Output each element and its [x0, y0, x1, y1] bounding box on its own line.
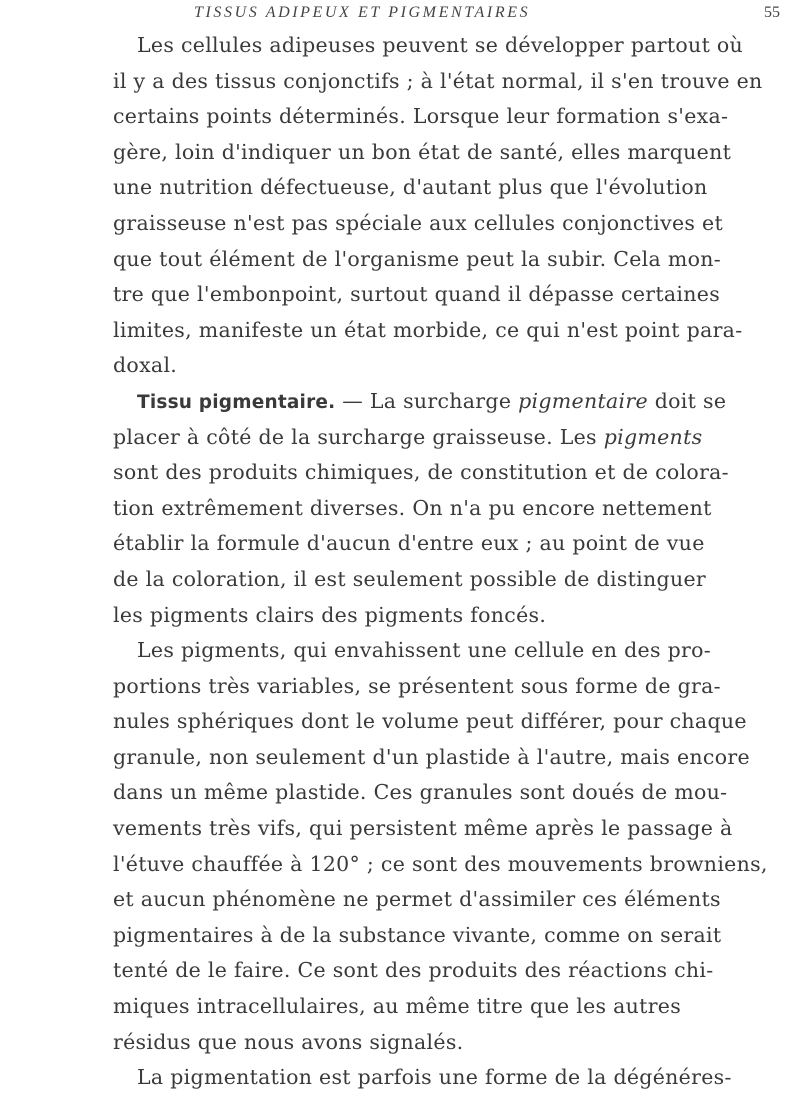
- text-line: que tout élément de l'organisme peut la subir. Cela mon-: [113, 246, 721, 271]
- text-line: doxal.: [113, 353, 178, 378]
- text-line: nules sphériques dont le volume peut différer, pour chaque: [113, 709, 747, 734]
- text-line: établir la formule d'aucun d'entre eux ; au point de vue: [113, 531, 705, 556]
- text-line: et aucun phénomène ne permet d'assimiler ces éléments: [113, 887, 721, 912]
- italic-term: pigmentaire: [518, 388, 648, 413]
- text-run: placer à côté de la surcharge graisseuse. Les: [113, 424, 604, 449]
- text-line: tenté de le faire. Ce sont des produits des réactions chi-: [113, 958, 714, 983]
- text-line: sont des produits chimiques, de constitution et de colora-: [113, 460, 729, 485]
- text-line: [113, 420, 703, 456]
- text-line: vements très vifs, qui persistent même après le passage à: [113, 816, 733, 841]
- text-run: doit se: [647, 388, 727, 413]
- text-line: portions très variables, se présentent sous forme de gra-: [113, 673, 721, 698]
- section-heading: Tissu pigmentaire.: [137, 391, 336, 413]
- text-line: une nutrition défectueuse, d'autant plus que l'évolution: [113, 175, 708, 200]
- text-line: [113, 384, 727, 420]
- running-title: TISSUS ADIPEUX ET PIGMENTAIRES: [194, 4, 531, 21]
- text-line: tion extrêmement diverses. On n'a pu encore nettement: [113, 495, 712, 520]
- text-line: l'étuve chauffée à 120° ; ce sont des mouvements browniens,: [113, 851, 768, 876]
- body-text: [113, 28, 768, 1096]
- text-line: miques intracellulaires, au même titre que les autres: [113, 994, 682, 1019]
- text-line: de la coloration, il est seulement possible de distinguer: [113, 566, 707, 591]
- page-number: 55: [764, 4, 780, 21]
- text-line: résidus que nous avons signalés.: [113, 1029, 464, 1054]
- text-line: les pigments clairs des pigments foncés.: [113, 602, 547, 627]
- text-run: — La surcharge: [335, 388, 519, 413]
- running-header: [102, 4, 792, 24]
- text-line: tre que l'embonpoint, surtout quand il dépasse certaines: [113, 282, 721, 307]
- text-line: Les cellules adipeuses peuvent se développer partout où: [137, 33, 744, 57]
- text-line: graisseuse n'est pas spéciale aux cellules conjonctives et: [113, 210, 723, 235]
- text-line: dans un même plastide. Ces granules sont doués de mou-: [113, 780, 728, 805]
- text-line: granule, non seulement d'un plastide à l'autre, mais encore: [113, 744, 750, 769]
- text-line: La pigmentation est parfois une forme de la dégénéres-: [137, 1065, 732, 1090]
- text-line: gère, loin d'indiquer un bon état de santé, elles marquent: [113, 139, 732, 164]
- italic-term: pigments: [603, 424, 703, 449]
- text-line: certains points déterminés. Lorsque leur formation s'exa-: [113, 104, 729, 129]
- text-line: limites, manifeste un état morbide, ce qui n'est point para-: [113, 317, 743, 342]
- text-line: Les pigments, qui envahissent une cellule en des pro-: [137, 638, 711, 663]
- text-line: pigmentaires à de la substance vivante, comme on serait: [113, 922, 722, 947]
- text-line: il y a des tissus conjonctifs ; à l'état normal, il s'en trouve en: [113, 68, 763, 93]
